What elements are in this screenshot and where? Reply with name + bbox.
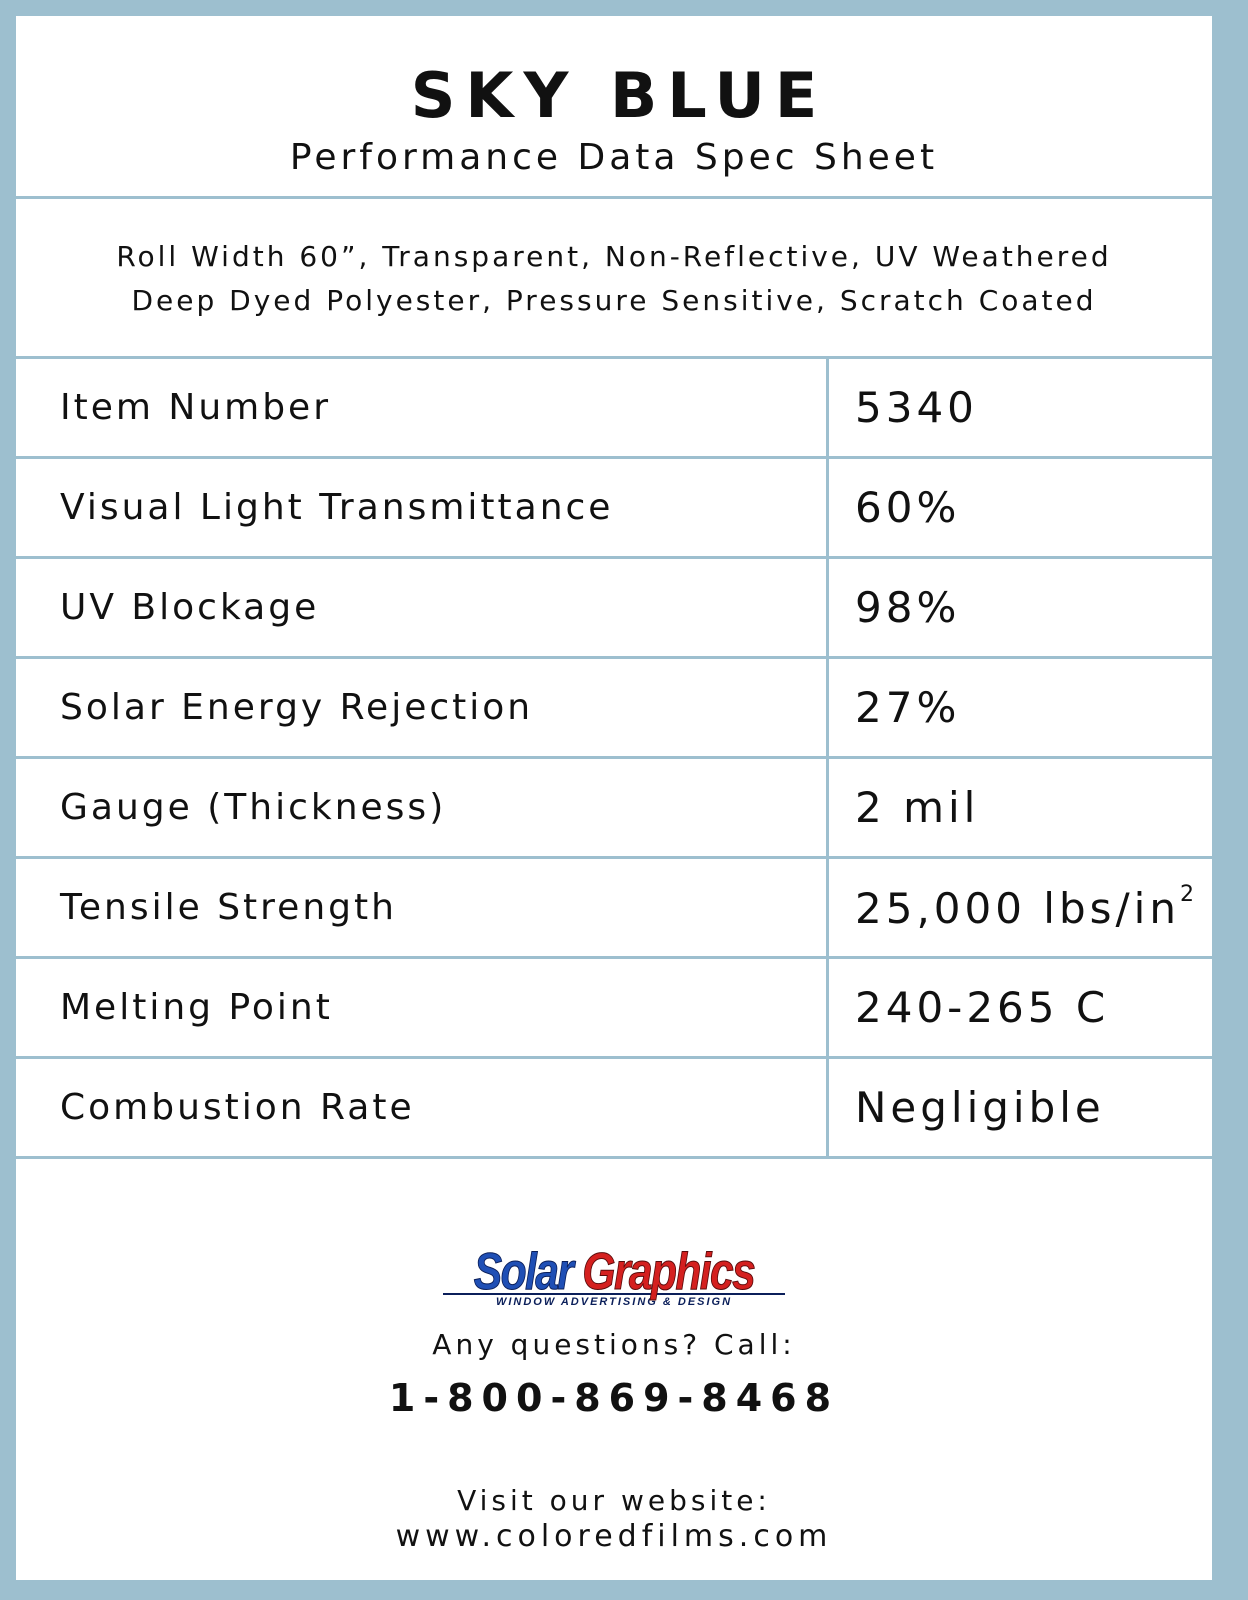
spec-value: 240-265 C: [828, 958, 1213, 1058]
spec-label: Gauge (Thickness): [16, 758, 828, 858]
phone-number: 1-800-869-8468: [388, 1376, 840, 1420]
spec-value: 5340: [828, 359, 1213, 458]
logo-word-solar: Solar: [473, 1243, 573, 1301]
spec-value: 98%: [828, 558, 1213, 658]
table-row: [16, 558, 1212, 658]
table-row: [16, 758, 1212, 858]
spec-label: Solar Energy Rejection: [16, 658, 828, 758]
spec-sheet: [16, 16, 1212, 1580]
spec-label: Item Number: [16, 359, 828, 458]
website-url: www.coloredfilms.com: [395, 1519, 833, 1554]
solar-graphics-logo: [443, 1245, 785, 1308]
table-row: [16, 658, 1212, 758]
header: [16, 16, 1212, 199]
table-row: [16, 858, 1212, 958]
spec-value: 25,000 lbs/in: [855, 884, 1180, 933]
spec-label: Tensile Strength: [16, 858, 828, 958]
spec-label: UV Blockage: [16, 558, 828, 658]
table-row: [16, 359, 1212, 458]
spec-label: Visual Light Transmittance: [16, 458, 828, 558]
page-title: SKY BLUE: [410, 59, 828, 132]
features-description: [16, 199, 1212, 359]
logo-wordmark: [474, 1245, 754, 1299]
website-prompt: Visit our website:: [457, 1484, 771, 1517]
spec-label: Melting Point: [16, 958, 828, 1058]
footer: [16, 1159, 1212, 1555]
table-row: [16, 1058, 1212, 1158]
logo-word-graphics: Graphics: [582, 1243, 755, 1301]
spec-value: 27%: [828, 658, 1213, 758]
spec-value-superscript: 2: [1179, 882, 1198, 907]
table-row: [16, 458, 1212, 558]
spec-value: Negligible: [828, 1058, 1213, 1158]
features-line-1: Roll Width 60”, Transparent, Non-Reflective, UV Weathered: [116, 240, 1112, 273]
spec-value-cell: [828, 858, 1213, 958]
specs-table: [16, 359, 1212, 1159]
contact-question: Any questions? Call:: [432, 1328, 796, 1361]
table-row: [16, 958, 1212, 1058]
page-subtitle: Performance Data Spec Sheet: [289, 137, 939, 178]
spec-label: Combustion Rate: [16, 1058, 828, 1158]
spec-value: 60%: [828, 458, 1213, 558]
features-line-2: Deep Dyed Polyester, Pressure Sensitive, Scratch Coated: [131, 284, 1097, 317]
logo-tagline: WINDOW ADVERTISING & DESIGN: [443, 1293, 785, 1308]
spec-value: 2 mil: [828, 758, 1213, 858]
